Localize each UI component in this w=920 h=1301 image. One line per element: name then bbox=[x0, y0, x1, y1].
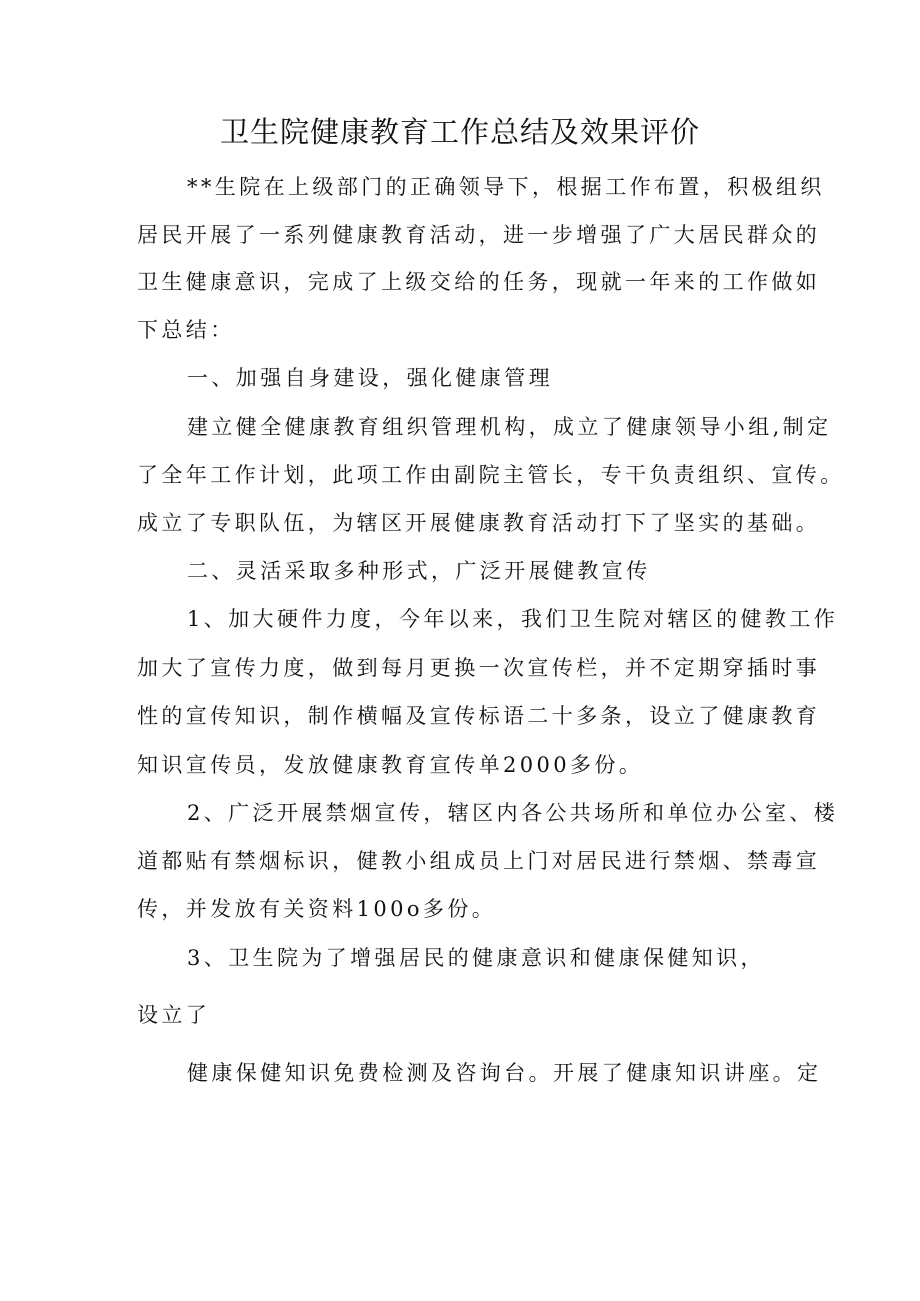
paragraph-line: **生院在上级部门的正确领导下，根据工作布置，积极组织 bbox=[187, 175, 825, 199]
paragraph-line: 居民开展了一系列健康教育活动，进一步增强了广大居民群众的 bbox=[137, 223, 821, 247]
paragraph-line: 健康保健知识免费检测及咨询台。开展了健康知识讲座。定 bbox=[187, 1061, 822, 1085]
paragraph-line: 下总结： bbox=[137, 318, 235, 342]
paragraph-line: 成立了专职队伍，为辖区开展健康教育活动打下了坚实的基础。 bbox=[137, 511, 821, 535]
paragraph-line: 加大了宣传力度，做到每月更换一次宣传栏，并不定期穿插时事 bbox=[137, 656, 821, 680]
document-title: 卫生院健康教育工作总结及效果评价 bbox=[219, 115, 700, 149]
paragraph-line: 建立健全健康教育组织管理机构，成立了健康领导小组,制定 bbox=[187, 415, 832, 439]
section-heading: 二、灵活采取多种形式，广泛开展健教宣传 bbox=[187, 559, 651, 583]
paragraph-line: 设立了 bbox=[137, 1003, 211, 1027]
paragraph-line: 卫生健康意识，完成了上级交给的任务，现就一年来的工作做如 bbox=[137, 270, 821, 294]
paragraph-line: 传，并发放有关资料100o多份。 bbox=[137, 897, 497, 921]
paragraph-line: 性的宣传知识，制作横幅及宣传标语二十多条，设立了健康教育 bbox=[137, 704, 821, 728]
paragraph-line: 道都贴有禁烟标识，健教小组成员上门对居民进行禁烟、禁毒宣 bbox=[137, 849, 821, 873]
section-heading: 一、加强自身建设，强化健康管理 bbox=[187, 366, 553, 390]
paragraph-line: 3、卫生院为了增强居民的健康意识和健康保健知识， bbox=[187, 946, 765, 970]
paragraph-line: 2、广泛开展禁烟宣传，辖区内各公共场所和单位办公室、楼 bbox=[187, 801, 839, 825]
paragraph-line: 1、加大硬件力度，今年以来，我们卫生院对辖区的健教工作 bbox=[187, 607, 839, 631]
paragraph-line: 知识宣传员，发放健康教育宣传单2000多份。 bbox=[137, 753, 644, 777]
paragraph-line: 了全年工作计划，此项工作由副院主管长，专干负责组织、宣传。 bbox=[137, 463, 845, 487]
